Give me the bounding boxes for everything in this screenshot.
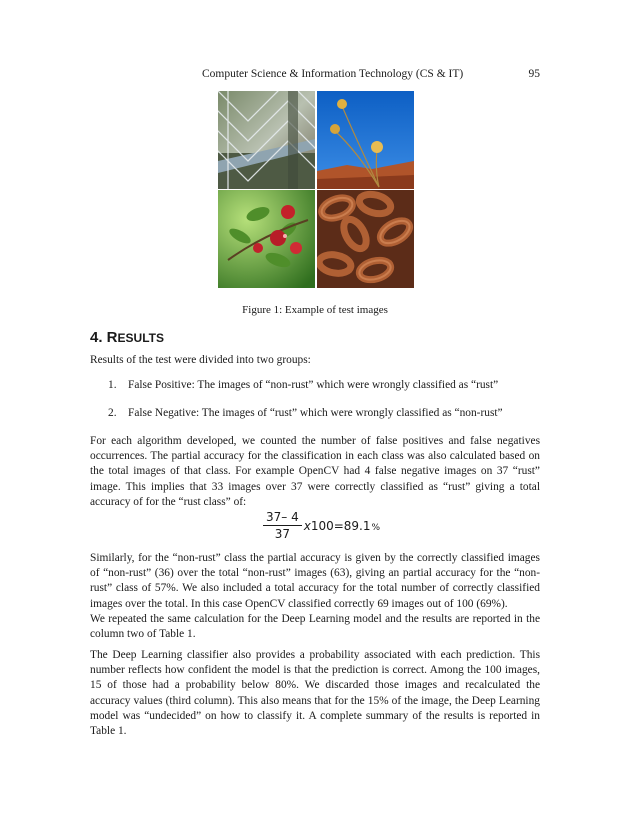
paragraph xyxy=(90,551,540,642)
section-heading xyxy=(90,329,164,346)
section-heading-rest: ESULTS xyxy=(117,331,164,345)
paragraph: The Deep Learning classifier also provides a probability associated with each prediction. This number reflects how confident the model is that the prediction is correct. Among the 100 images, 15 of those had a probability below 80%. We discarded those images and recalculated the accuracy values (third column). This also means that for the 15% of the image, the Deep Learning model was “undecided” on how to classify it. A complete summary of the results is reported in Table 1. xyxy=(90,649,540,738)
formula-numerator: 37– 4 xyxy=(263,510,302,526)
berries-photo xyxy=(218,190,315,288)
section-heading-lead: 4. R xyxy=(90,329,118,346)
flowers-sky-photo xyxy=(317,91,414,189)
paragraph-part: We repeated the same calculation for the Deep Learning model and the results are reported in the column two of Table 1. xyxy=(90,612,540,641)
list-item-text: False Negative: The images of “rust” which were wrongly classified as “non-rust” xyxy=(128,407,503,419)
list-item xyxy=(108,378,538,393)
accuracy-formula xyxy=(263,510,380,541)
formula-result xyxy=(304,519,380,533)
formula-value: 100=89.1 xyxy=(310,518,371,533)
list-item-text: False Positive: The images of “non-rust” which were wrongly classified as “rust” xyxy=(128,379,499,391)
page-number: 95 xyxy=(528,68,540,80)
figure-test-images xyxy=(218,91,414,288)
figure-caption: Figure 1: Example of test images xyxy=(242,304,388,316)
rusty-chains-photo xyxy=(317,190,414,288)
list-item-number: 1. xyxy=(108,379,117,391)
formula-denominator: 37 xyxy=(274,527,290,541)
list-item-number: 2. xyxy=(108,407,117,419)
paragraph: For each algorithm developed, we counted the number of false positives and false negatives occurrences. The partial accuracy for the classification in each class was also calculated based on the total images of that class. For example OpenCV had 4 false negative images on 37 “rust” image. This implies that 33 images over 37 were correctly classified as “rust” giving a total accuracy of for the “rust class” of: xyxy=(90,435,540,508)
formula-percent: % xyxy=(371,522,381,533)
formula-fraction xyxy=(263,510,302,541)
list-item xyxy=(108,406,538,421)
formula-times: x xyxy=(303,518,311,533)
fence-photo xyxy=(218,91,315,189)
intro-text: Results of the test were divided into two groups: xyxy=(90,354,311,366)
paragraph-part: Similarly, for the “non-rust” class the partial accuracy is given by the correctly classified images of “non-rust” (36) over the total “non-rust” images (63), giving an partial accuracy for the “non-rust” class of 57%. We also included a total accuracy for the total number of correctly classified images over the total. In this case OpenCV classified correctly 69 images out of 100 (69%). xyxy=(90,552,540,610)
journal-title: Computer Science & Information Technology (CS & IT) xyxy=(202,68,464,80)
